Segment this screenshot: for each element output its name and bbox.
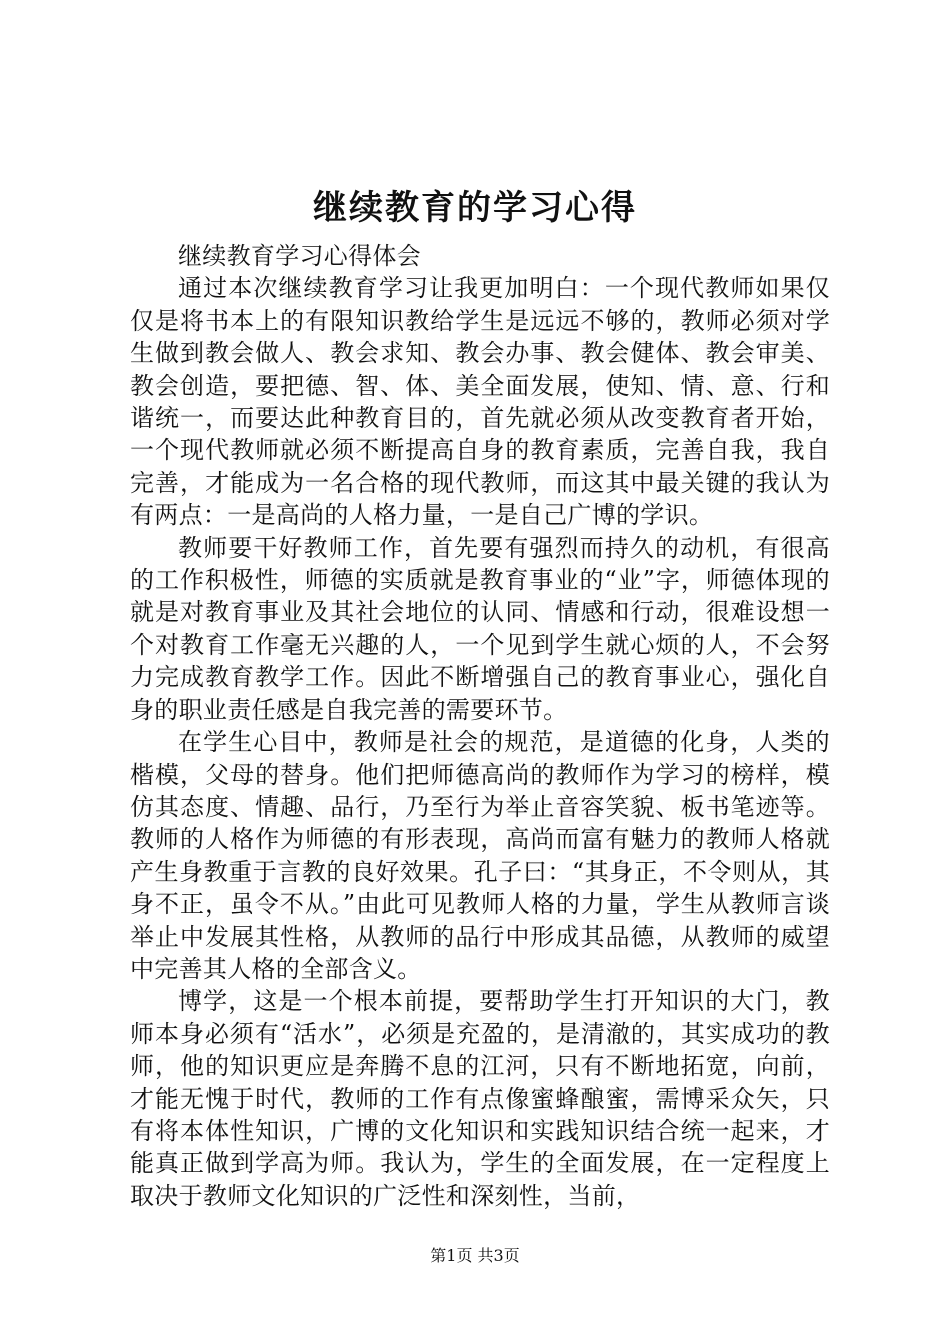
paragraph-2: 教师要干好教师工作，首先要有强烈而持久的动机，有很高的工作积极性，师德的实质就是教育事业的“业”字，师德体现的就是对教育事业及其社会地位的认同、情感和行动，很难设想一个对教育工作毫无兴趣的人，一个见到学生就心烦的人，不会努力完成教育教学工作。因此不断增强自己的教育事业心，强化自身的职业责任感是自我完善的需要环节。 [130,533,830,724]
paragraph-1: 通过本次继续教育学习让我更加明白：一个现代教师如果仅仅是将书本上的有限知识教给学生是远远不够的，教师必须对学生做到教会做人、教会求知、教会办事、教会健体、教会审美、教会创造，要把德、智、体、美全面发展，使知、情、意、行和谐统一，而要达此种教育目的，首先就必须从改变教育者开始，一个现代教师就必须不断提高自身的教育素质，完善自我，我自完善，才能成为一名合格的现代教师，而这其中最关键的我认为有两点：一是高尚的人格力量，一是自己广博的学识。 [130,274,830,530]
document-body [130,240,830,1212]
page-number-footer: 第1页 共3页 [430,1246,520,1265]
document-title: 继续教育的学习心得 [313,188,637,228]
document-subtitle: 继续教育学习心得体会 [178,242,421,270]
paragraph-3: 在学生心目中，教师是社会的规范，是道德的化身，人类的楷模，父母的替身。他们把师德高尚的教师作为学习的榜样，模仿其态度、情趣、品行，乃至行为举止音容笑貌、板书笔迹等。教师的人格作为师德的有形表现，高尚而富有魅力的教师人格就产生身教重于言教的良好效果。孔子曰：“其身正，不令则从，其身不正，虽令不从。”由此可见教师人格的力量，学生从教师言谈举止中发展其性格，从教师的品行中形成其品德，从教师的威望中完善其人格的全部含义。 [130,728,830,983]
paragraph-4: 博学，这是一个根本前提，要帮助学生打开知识的大门，教师本身必须有“活水”，必须是充盈的，是清澈的，其实成功的教师，他的知识更应是奔腾不息的江河，只有不断地拓宽，向前，才能无愧于时代，教师的工作有点像蜜蜂酿蜜，需博采众矢，只有将本体性知识，广博的文化知识和实践知识结合统一起来，才能真正做到学高为师。我认为，学生的全面发展，在一定程度上取决于教师文化知识的广泛性和深刻性，当前， [130,987,830,1210]
